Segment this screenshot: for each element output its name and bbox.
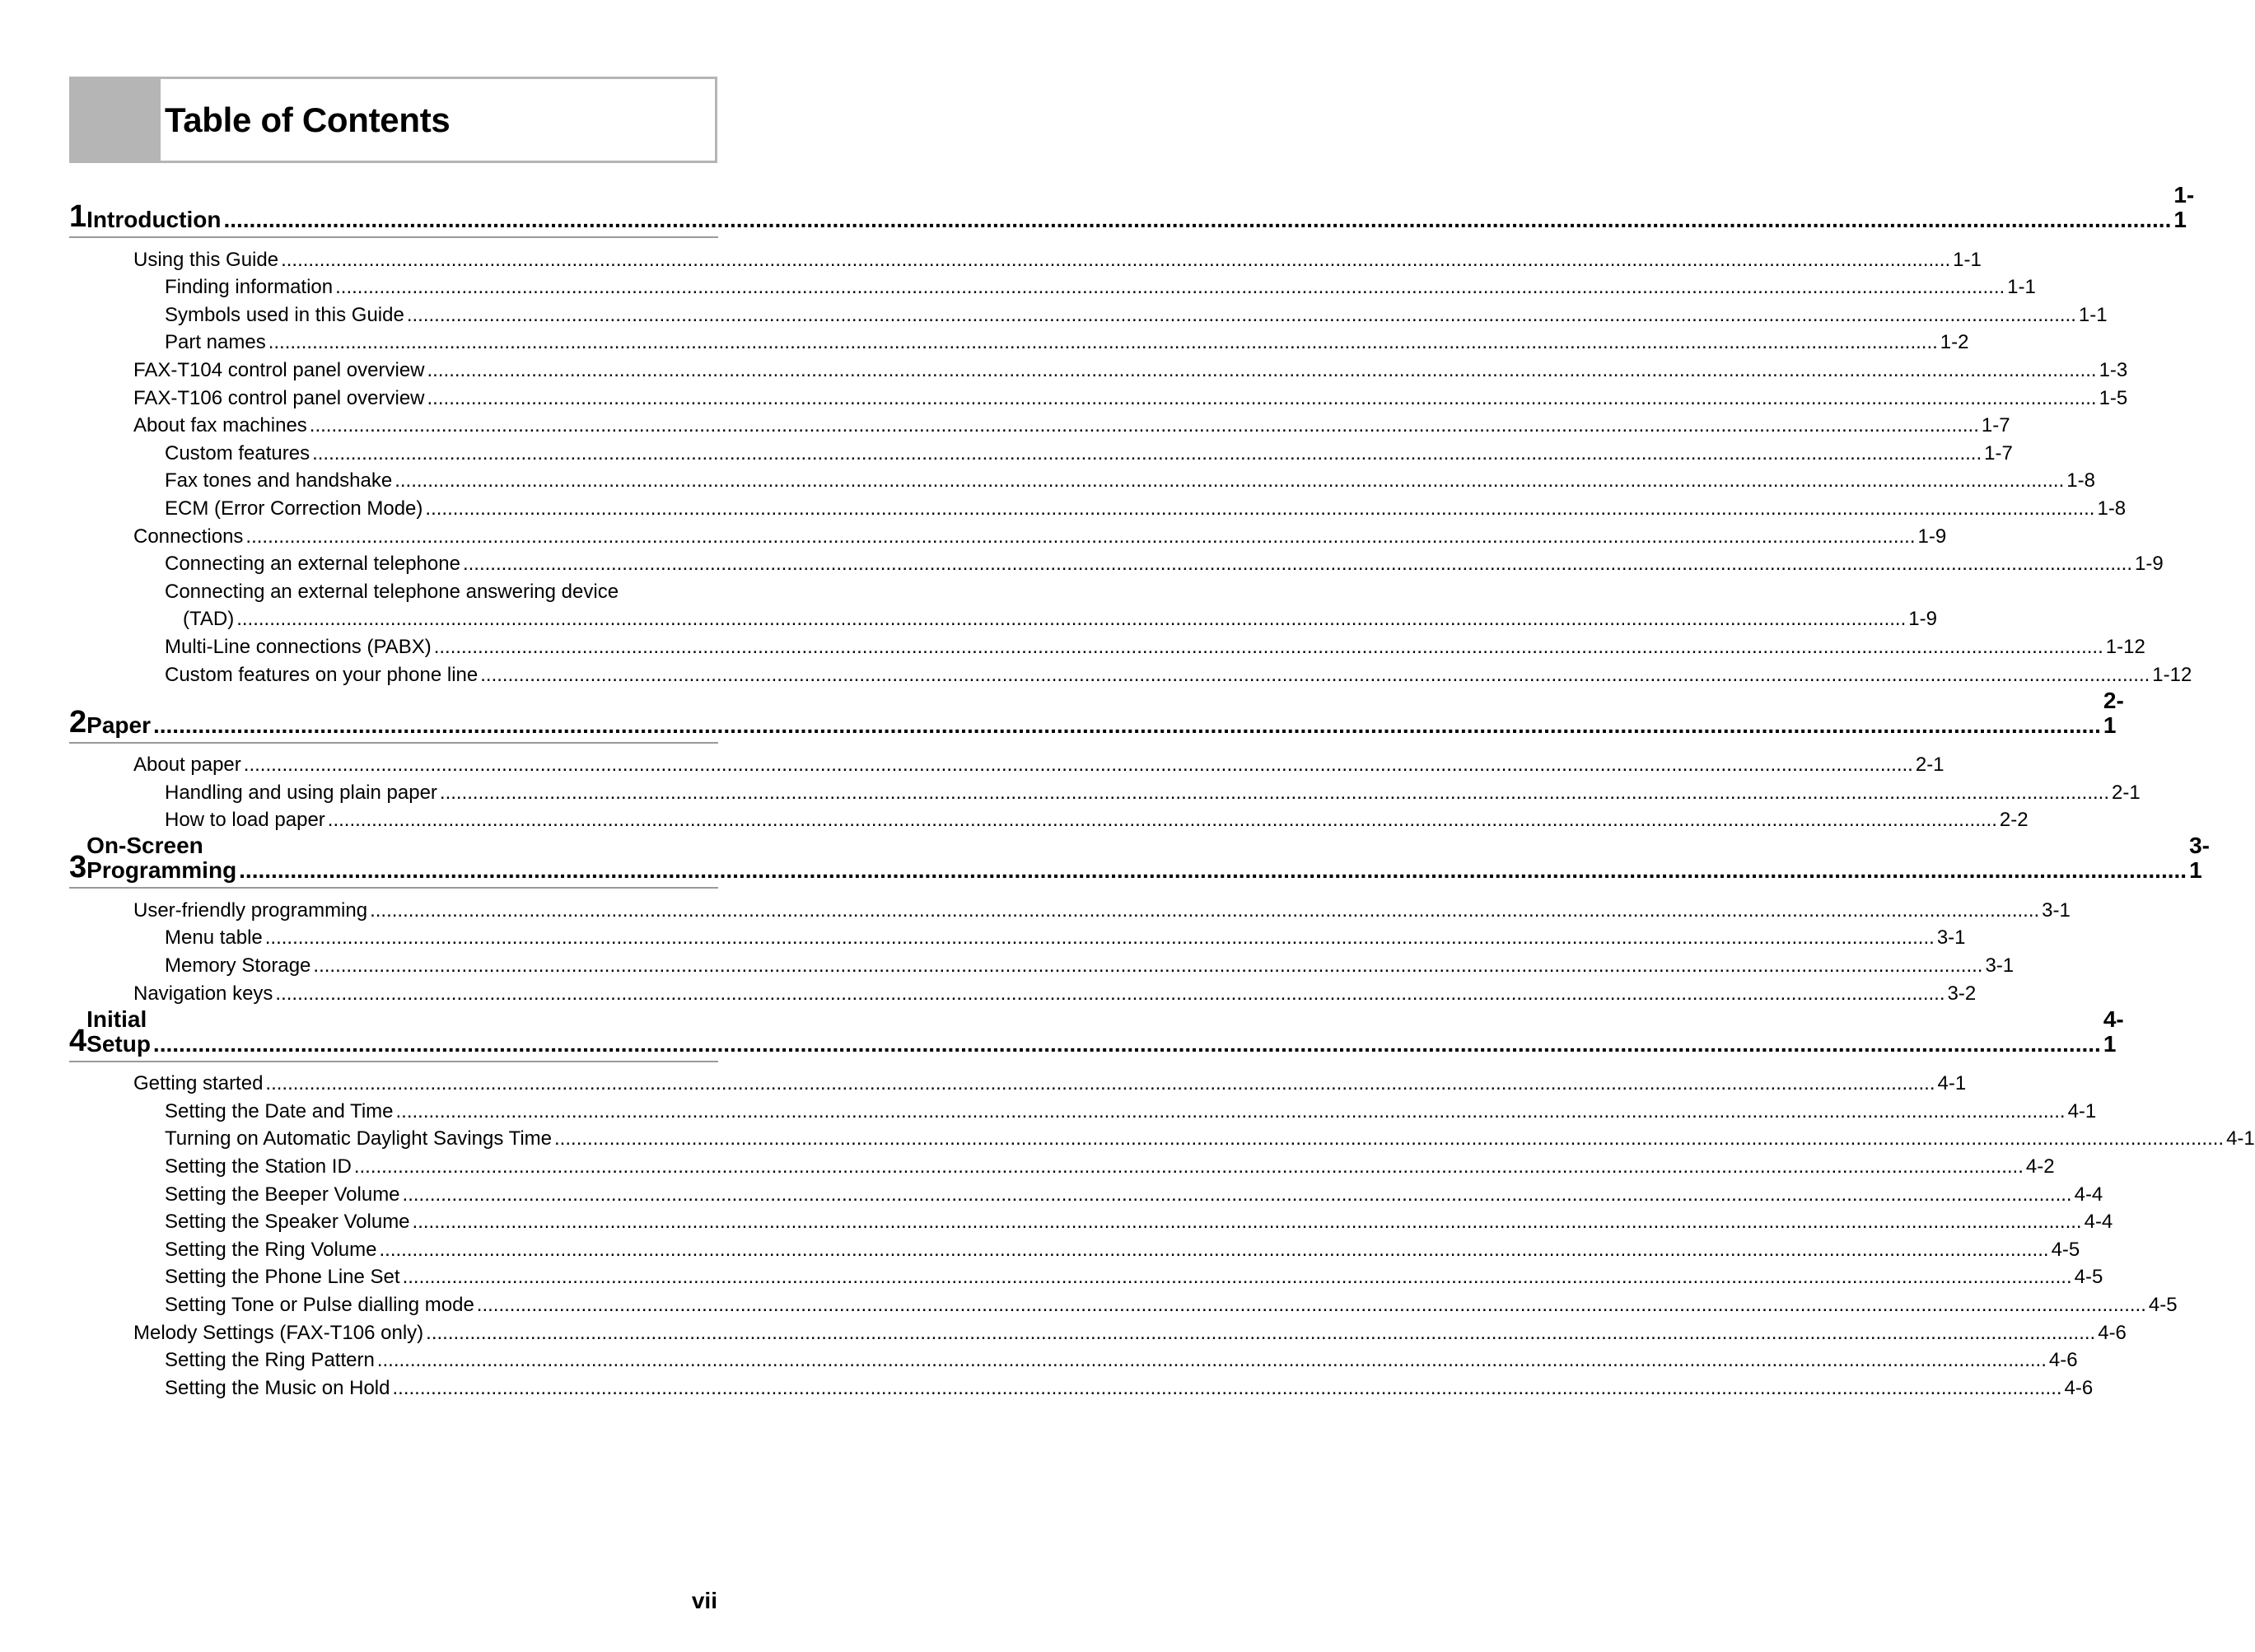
toc-entry-page: 4-4 [2074,1183,2103,1206]
toc-entry[interactable] [69,410,2010,438]
toc-entry-title: Fax tones and handshake [165,469,393,492]
dot-leader [426,1322,2095,1345]
toc-entry[interactable] [69,327,1969,355]
toc-entry[interactable] [69,922,1966,950]
toc-entry[interactable] [69,978,1977,1006]
dot-leader [554,1127,2224,1150]
chapter-section [69,182,2195,687]
dot-leader [395,469,2064,492]
toc-entry-title: FAX-T104 control panel overview [133,358,425,381]
toc-entry[interactable] [69,299,2108,327]
toc-entry-page: 4-6 [2048,1349,2078,1372]
toc-entry[interactable] [69,520,1947,548]
toc-entry-page: 3-1 [2042,898,2071,922]
toc-entry[interactable] [69,950,2015,978]
toc-entry-page: 4-5 [2051,1238,2080,1261]
toc-entry-page: 1-9 [1908,608,1937,631]
toc-entry-title: Setting Tone or Pulse dialling mode [165,1294,474,1316]
toc-entry[interactable] [69,354,2128,382]
toc-entry-page: 2-1 [2111,781,2141,804]
page-number: vii [691,1588,717,1613]
chapter-title-line [86,183,2194,232]
toc-entry-page: 2-2 [1999,809,2029,832]
dot-leader [407,304,2076,327]
dot-leader [440,782,2109,805]
toc-entry-title: Getting started [133,1072,264,1095]
dot-leader [265,1072,1935,1095]
toc-entry-title: Setting the Date and Time [165,1099,394,1122]
toc-entry-page: 1-9 [1917,525,1947,548]
toc-entry-page: 4-5 [2074,1266,2103,1289]
toc-entry[interactable] [69,894,2071,922]
chapter-section [69,1006,2255,1400]
toc-entry-title: Symbols used in this Guide [165,303,404,326]
dot-leader [403,1183,2072,1206]
title-accent-block [72,79,161,161]
chapter-number: 1 [69,199,87,234]
chapter-heading[interactable] [69,182,2195,238]
toc-entry-title: Setting the Station ID [165,1155,352,1178]
toc-entry-page: 1-1 [1953,248,1982,271]
dot-leader [413,1211,2082,1234]
dot-leader [427,387,2097,410]
toc-entry-title: Handling and using plain paper [165,781,437,804]
dot-leader [153,1032,2101,1057]
table-of-contents [69,182,2255,1410]
toc-entry[interactable] [69,1095,2097,1123]
toc-entry[interactable] [69,1234,2080,1262]
dot-leader [354,1155,2024,1178]
toc-entry-page: 1-7 [1984,441,2013,464]
chapter-title: Introduction [86,207,222,232]
toc-entry-title: Custom features on your phone line [165,663,479,686]
toc-entry[interactable] [69,548,2164,576]
chapter-title: Initial Setup [86,1006,151,1057]
chapter-heading[interactable] [69,833,2210,889]
toc-entry[interactable] [69,631,2145,659]
toc-entry-title: ECM (Error Correction Mode) [165,497,423,520]
chapter-number: 3 [69,850,87,885]
toc-entry[interactable] [69,777,2141,805]
toc-entry[interactable] [69,244,1982,272]
dot-leader [223,208,2171,232]
toc-entry-page: 1-8 [2066,469,2095,492]
dot-leader [380,1239,2049,1262]
dot-leader [477,1294,2146,1317]
toc-entry-page: 1-3 [2099,358,2128,381]
toc-entry-page: 3-2 [1947,982,1977,1005]
title-box [69,77,717,163]
toc-entry-page: 4-1 [2067,1099,2097,1122]
toc-entry-title: Finding information [165,276,334,299]
toc-entry[interactable] [69,659,2192,687]
dot-leader [392,1377,2061,1400]
toc-entry[interactable] [69,437,2013,465]
toc-entry[interactable] [69,1262,2103,1290]
dot-leader [244,754,1913,777]
dot-leader [403,1266,2072,1289]
toc-entry[interactable] [69,805,2029,833]
toc-entry-title: Melody Settings (FAX-T106 only) [133,1321,424,1344]
dot-leader [275,982,1945,1006]
toc-entry-page: 1-2 [1940,331,1969,354]
dot-leader [328,809,1997,832]
dot-leader [377,1349,2047,1372]
chapter-section [69,687,2141,833]
dot-leader [480,664,2150,687]
toc-entry-title: Setting the Phone Line Set [165,1266,400,1289]
toc-entry-title: Setting the Music on Hold [165,1376,390,1399]
toc-entry-title: About paper [133,754,241,777]
dot-leader [312,442,1982,465]
chapter-number: 2 [69,704,87,740]
toc-entry-list [69,744,2141,833]
chapter-title: Paper [86,712,151,738]
page-title: Table of Contents [165,100,451,139]
toc-entry-page: 1-12 [2152,663,2192,686]
toc-entry[interactable] [69,1317,2127,1345]
toc-entry-page: 1-5 [2099,386,2128,409]
toc-entry[interactable] [69,1123,2255,1151]
chapter-number: 4 [69,1023,87,1058]
chapter-title-line [86,688,2124,738]
toc-entry-page: 3-1 [1985,954,2015,978]
dot-leader [427,359,2097,382]
toc-entry-page: 1-12 [2105,635,2145,658]
chapter-page: 1-1 [2173,182,2195,232]
toc-entry-page: 4-4 [2084,1211,2113,1234]
toc-entry[interactable] [69,1068,1967,1096]
toc-entry-page: 4-6 [2064,1376,2094,1399]
toc-entry-page: 4-1 [2226,1127,2255,1150]
dot-leader [239,858,2187,883]
toc-entry-page: 2-1 [1915,754,1945,777]
dot-leader [463,553,2132,576]
toc-entry-title: Part names [165,331,266,354]
toc-entry-list [69,238,2192,687]
chapter-title-line [86,1007,2124,1057]
toc-entry-page: 1-8 [2097,497,2127,520]
toc-entry-title: About fax machines [133,414,307,437]
toc-entry-title: Connecting an external telephone answering device [165,580,619,603]
toc-entry[interactable] [69,382,2128,410]
toc-entry[interactable] [69,749,1945,777]
toc-entry-title: User-friendly programming [133,898,368,922]
toc-entry-title: FAX-T106 control panel overview [133,386,425,409]
toc-entry[interactable] [69,604,1937,632]
toc-entry-page: 3-1 [1936,926,1966,950]
dot-leader [153,713,2101,738]
dot-leader [425,497,2094,520]
dot-leader [313,954,1982,978]
toc-entry[interactable] [69,1150,2055,1178]
toc-entry-title: Setting the Speaker Volume [165,1211,410,1234]
chapter-title: On-Screen Programming [86,833,237,884]
toc-entry-page: 1-1 [2007,276,2036,299]
chapter-heading[interactable] [69,1006,2124,1062]
chapter-page: 2-1 [2103,687,2124,738]
toc-entry-list [69,889,2071,1005]
toc-entry-page: 1-9 [2135,553,2164,576]
dot-leader [268,331,1938,354]
toc-entry-title: Menu table [165,926,263,950]
toc-entry[interactable] [69,1206,2113,1234]
toc-entry-title: Connecting an external telephone [165,553,460,576]
toc-entry-page: 4-2 [2025,1155,2055,1178]
dot-leader [310,414,1979,437]
toc-entry[interactable] [69,576,718,604]
dot-leader [434,636,2103,659]
toc-entry[interactable] [69,465,2095,493]
dot-leader [370,899,2039,922]
toc-entry-list [69,1062,2255,1400]
toc-entry-page: 4-1 [1937,1072,1967,1095]
toc-entry-page: 1-1 [2078,303,2108,326]
toc-entry-page: 4-5 [2148,1294,2178,1316]
toc-entry-title: Turning on Automatic Daylight Savings Time [165,1127,553,1150]
toc-entry-title: Multi-Line connections (PABX) [165,635,432,658]
dot-leader [335,276,2005,299]
dot-leader [281,249,1950,272]
toc-entry[interactable] [69,272,2036,300]
chapter-section [69,833,2210,1005]
toc-entry-title: Setting the Beeper Volume [165,1183,400,1206]
toc-entry[interactable] [69,1345,2078,1373]
dot-leader [245,525,1915,548]
toc-entry-title: Custom features [165,441,310,464]
chapter-title-line [86,833,2210,883]
chapter-page: 3-1 [2189,833,2210,884]
toc-entry-title: Navigation keys [133,982,273,1005]
toc-entry-page: 1-7 [1981,414,2010,437]
toc-entry-title: Using this Guide [133,248,279,271]
toc-entry-title: Connections [133,525,244,548]
toc-entry[interactable] [69,1289,2178,1317]
chapter-page: 4-1 [2103,1006,2124,1057]
dot-leader [265,926,1935,950]
toc-entry-title: Setting the Ring Pattern [165,1349,375,1372]
toc-entry-title: How to load paper [165,809,325,832]
toc-entry[interactable] [69,1372,2094,1400]
chapter-heading[interactable] [69,687,2124,744]
dot-leader [396,1100,2066,1123]
toc-entry-title: Memory Storage [165,954,311,978]
toc-entry-title: (TAD) [183,608,235,631]
toc-entry-title: Setting the Ring Volume [165,1238,377,1261]
toc-entry-page: 4-6 [2098,1321,2127,1344]
dot-leader [236,608,1906,631]
toc-entry[interactable] [69,492,2127,520]
toc-entry[interactable] [69,1178,2103,1206]
